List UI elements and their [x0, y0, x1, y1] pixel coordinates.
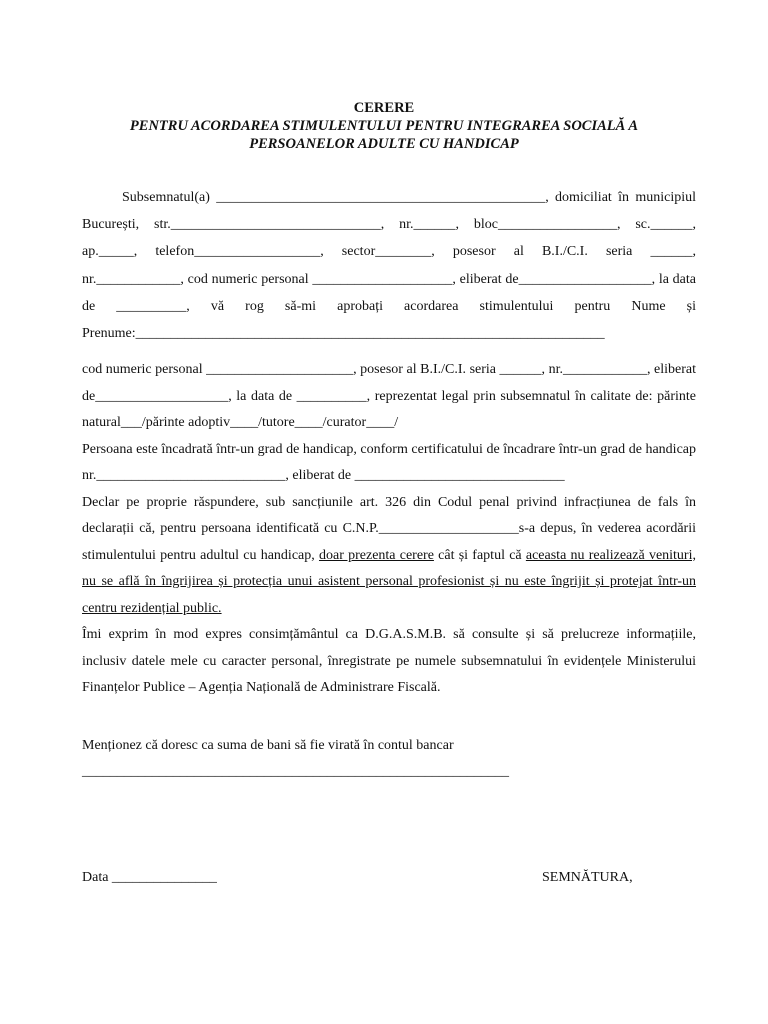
- applicant-section: [82, 184, 696, 347]
- beneficiary-paragraph: cod numeric personal _____________________, posesor al B.I./C.I. seria ______, nr.____________, eliberat de___________________, la data de __________, reprezentat legal prin subsemnatul în calitate de: părinte natural___/părinte adoptiv____/tutore____/curator____/: [82, 362, 696, 430]
- declaration-text-1: Declar pe proprie răspundere, sub sancțiunile art. 326 din Codul penal privind infracțiunea de fals în declarații că, pentru persoana identificată cu C.N.P.____________________s-a depus, în vederea acordării stimulentului pentru adultul cu handicap,: [82, 494, 696, 563]
- document-title: CERERE: [353, 100, 415, 116]
- bank-account-line: _____________________________________________________________: [82, 764, 509, 779]
- consent-paragraph: Îmi exprim în mod expres consimțământul ca D.G.A.S.M.B. să consulte și să prelucreze informațiile, inclusiv datele mele cu caracter personal, înregistrate pe numele subsemnatului în evidențele Ministerului Finanțelor Publice – Agenția Națională de Administrare Fiscală.: [82, 627, 696, 695]
- document-header: [0, 99, 768, 153]
- declaration-underlined-1: doar prezenta cerere: [318, 547, 434, 563]
- bank-account-text: Menționez că doresc ca suma de bani să fie virată în contul bancar: [82, 738, 454, 753]
- applicant-paragraph: Subsemnatul(a) _______________________________________________, domiciliat în municipiul București, str.______________________________, nr.______, bloc_________________, sc.______, ap._____, telefon__________________, sector________, posesor al B.I./C.I. seria ______, nr.____________, cod numeric personal ____________________, eliberat de___________________, la data de __________, vă rog să-mi aprobați acordarea stimulentului pentru Nume și Prenume:___________________________________________________________________: [82, 190, 696, 342]
- declaration-paragraph: [82, 490, 696, 623]
- bank-account-section: [82, 733, 696, 785]
- document-subtitle-line1: PENTRU ACORDAREA STIMULENTULUI PENTRU INTEGRAREA SOCIALĂ A: [129, 118, 639, 134]
- signature-label: SEMNĂTURA,: [542, 870, 633, 885]
- date-field: Data _______________: [82, 870, 217, 885]
- declaration-underlined-2: aceasta nu realizează venituri, nu se află în îngrijirea și protecția unui asistent personal profesionist și nu este îngrijit și protejat într-un centru rezidențial public.: [82, 547, 696, 616]
- declaration-text-2: cât și faptul că: [433, 547, 526, 563]
- document-subtitle-line2: PERSOANELOR ADULTE CU HANDICAP: [249, 136, 519, 152]
- handicap-certificate-paragraph: Persoana este încadrată într-un grad de handicap, conform certificatului de încadrare într-un grad de handicap nr.___________________________, eliberat de ______________________________: [82, 441, 696, 483]
- beneficiary-section: [82, 357, 696, 702]
